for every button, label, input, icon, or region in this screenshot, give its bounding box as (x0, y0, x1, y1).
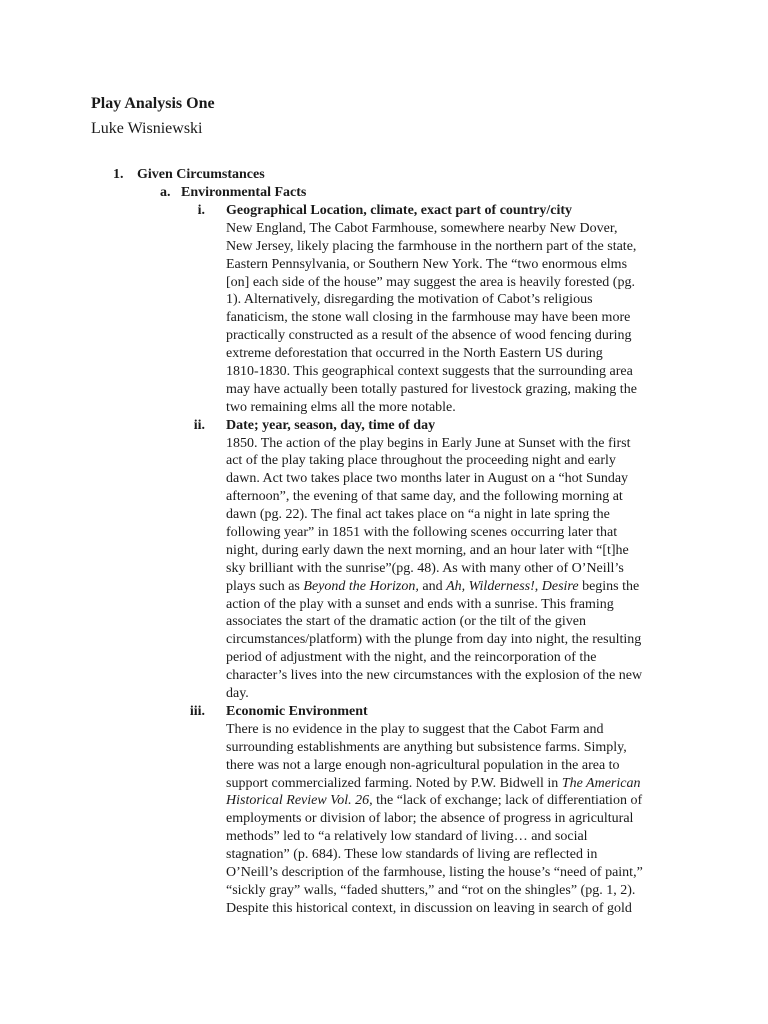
body-text-line (226, 721, 676, 739)
body-text-line (226, 506, 676, 524)
body-text-line (226, 846, 676, 864)
body-text-line (226, 381, 676, 399)
text-run: 1810-1830. This geographical context suggests that the surrounding area (226, 364, 633, 380)
text-run: employments or division of labor; the absence of progress in agricultural (226, 811, 634, 827)
body-text-line (226, 757, 676, 775)
body-text-line (226, 864, 676, 882)
body-text-line (226, 613, 676, 631)
text-run: [on] each side of the house” may suggest the area is heavily forested (pg. (226, 274, 635, 290)
text-run: and (418, 578, 447, 594)
italic-title-text: Desire (541, 578, 579, 594)
text-run: following year” in 1851 with the following scenes occurring later that (226, 525, 618, 541)
body-text-line (226, 900, 676, 918)
body-text-line (226, 488, 676, 506)
italic-title-text: Historical Review Vol. 26, (226, 793, 373, 809)
body-text-line (226, 631, 676, 649)
text-run: O’Neill’s description of the farmhouse, listing the house’s “need of paint,” (226, 864, 643, 880)
body-text-line (226, 435, 676, 453)
text-run: night, during early dawn the next morning, and an hour later with “[t]he (226, 542, 629, 558)
outline-level1-label: Given Circumstances (137, 167, 265, 182)
section-number: i. (197, 203, 205, 218)
text-run: New England, The Cabot Farmhouse, somewhere nearby New Dover, (226, 220, 618, 236)
text-run: Despite this historical context, in discussion on leaving in search of gold (226, 900, 632, 916)
outline-section (180, 703, 680, 918)
text-run: the “lack of exchange; lack of differentiation of (372, 793, 643, 809)
text-run: day. (226, 686, 249, 702)
text-run: action of the play with a sunset and ends with a sunrise. This framing (226, 596, 614, 612)
text-run: there was not a large enough non-agricultural population in the area to (226, 757, 620, 773)
section-number: ii. (193, 417, 205, 433)
outline-level1-heading (113, 166, 265, 184)
text-run: begins the (578, 578, 640, 594)
text-run: may have actually been totally pastured for livestock grazing, making the (226, 381, 637, 397)
section-heading (180, 417, 680, 435)
body-text-line (226, 291, 676, 309)
text-run: associates the start of the dramatic action (or the tilt of the given (226, 614, 586, 630)
text-run: dawn (pg. 22). The final act takes place on “a night in late spring the (226, 507, 610, 523)
text-run: plays such as (226, 578, 304, 594)
text-run: character’s lives into the new circumstances with the explosion of the new (226, 668, 643, 684)
text-run: 1). Alternatively, disregarding the motivation of Cabot’s religious (226, 292, 593, 308)
body-text-line (226, 256, 676, 274)
text-run: practically constructed as a result of the absence of wood fencing during (226, 328, 632, 344)
body-text-line (226, 810, 676, 828)
section-body (226, 435, 676, 703)
text-run: dawn. Act two takes place two months later in August on a “hot Sunday (226, 471, 629, 487)
text-run: methods” led to “a relatively low standard of living… and social (226, 829, 588, 845)
outline-level1-number: 1. (113, 167, 124, 182)
body-text-line (226, 667, 676, 685)
text-run: period of adjustment with the night, and the reincorporation of the (226, 650, 597, 666)
section-title: Economic Environment (226, 703, 368, 719)
text-run: New Jersey, likely placing the farmhouse in the northern part of the state, (226, 238, 637, 254)
text-run: surrounding establishments are anything but subsistence farms. Simply, (226, 739, 627, 755)
body-text-line (226, 775, 676, 793)
section-number: iii. (189, 703, 205, 719)
text-run: act of the play taking place throughout the proceeding night and early (226, 453, 616, 469)
outline-level2-heading (160, 184, 306, 202)
body-text-line (226, 470, 676, 488)
body-text-line (226, 828, 676, 846)
text-run: two remaining elms all the more notable. (226, 399, 456, 415)
section-heading (180, 202, 680, 220)
section-title: Geographical Location, climate, exact part of country/city (226, 203, 573, 218)
body-text-line (226, 399, 676, 417)
document-author: Luke Wisniewski (91, 120, 203, 137)
body-text-line (226, 524, 676, 542)
outline-sections (180, 202, 680, 918)
text-run: Eastern Pennsylvania, or Southern New York. The “two enormous elms (226, 256, 628, 272)
body-text-line (226, 649, 676, 667)
body-text-line (226, 274, 676, 292)
body-text-line (226, 220, 676, 238)
italic-title-text: Ah, Wilderness! (446, 578, 535, 594)
text-run: 1850. The action of the play begins in Early June at Sunset with the first (226, 435, 631, 451)
text-run: afternoon”, the evening of that same day, and the following morning at (226, 489, 623, 505)
document-title: Play Analysis One (91, 95, 215, 112)
text-run: support commercialized farming. Noted by P.W. Bidwell in (226, 775, 562, 791)
section-body (226, 721, 676, 918)
body-text-line (226, 560, 676, 578)
body-text-line (226, 739, 676, 757)
body-text-line (226, 685, 676, 703)
outline-section (180, 417, 680, 703)
body-text-line (226, 345, 676, 363)
text-run: There is no evidence in the play to suggest that the Cabot Farm and (226, 721, 604, 737)
body-text-line (226, 327, 676, 345)
body-text-line (226, 578, 676, 596)
body-text-line (226, 596, 676, 614)
body-text-line (226, 309, 676, 327)
outline-level2-number: a. (160, 185, 171, 200)
italic-title-text: The American (561, 775, 641, 791)
body-text-line (226, 542, 676, 560)
text-run: stagnation” (p. 684). These low standards of living are reflected in (226, 847, 598, 863)
body-text-line (226, 882, 676, 900)
text-run: fanaticism, the stone wall closing in the farmhouse may have been more (226, 310, 631, 326)
section-heading (180, 703, 680, 721)
section-title: Date; year, season, day, time of day (226, 417, 436, 433)
body-text-line (226, 363, 676, 381)
text-run: circumstances/platform) with the plunge from day into night, the resulting (226, 632, 642, 648)
text-run: extreme deforestation that occurred in the North Eastern US during (226, 346, 603, 362)
body-text-line (226, 238, 676, 256)
outline-section (180, 202, 680, 417)
body-text-line (226, 792, 676, 810)
outline-level2-label: Environmental Facts (181, 185, 307, 200)
section-body (226, 220, 676, 417)
text-run: , (534, 578, 542, 594)
text-run: “sickly gray” walls, “faded shutters,” and “rot on the shingles” (pg. 1, 2). (226, 882, 636, 898)
italic-title-text: Beyond the Horizon, (303, 578, 419, 594)
text-run: sky brilliant with the sunrise”(pg. 48). As with many other of O’Neill’s (226, 560, 624, 576)
body-text-line (226, 452, 676, 470)
